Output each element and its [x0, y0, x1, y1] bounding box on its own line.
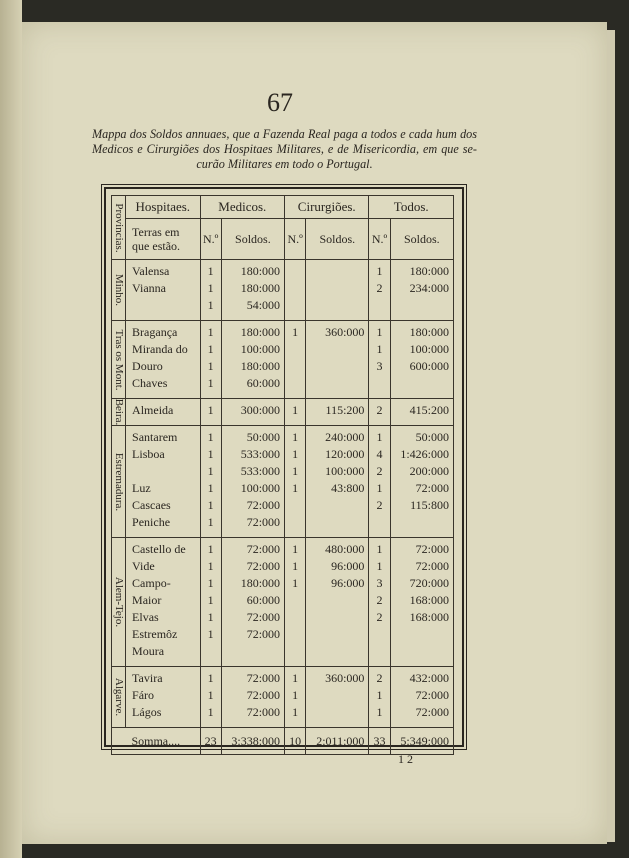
somma-todos-numero: 33	[369, 728, 390, 755]
header-medicos-numero: N.º	[200, 219, 221, 260]
cirurgioes-soldos-value: 96:000	[331, 576, 365, 590]
medicos-numero-value: 1	[207, 342, 214, 356]
medicos-numero-value: 1	[207, 705, 214, 719]
medicos-numero-value: 1	[207, 688, 214, 702]
medicos-numero-value: 1	[207, 376, 214, 390]
cirurgioes-soldos-value: 120:000	[325, 447, 365, 461]
medicos-soldos-value: 533:000	[240, 447, 281, 461]
cirurgioes-soldos-value: 480:000	[325, 542, 365, 556]
medicos-soldos	[221, 667, 284, 728]
todos-numero-value: 1	[376, 688, 383, 702]
medicos-numero-value: 1	[207, 498, 214, 512]
medicos-soldos-value: 100:000	[240, 481, 281, 495]
todos-numero-value: 2	[376, 671, 383, 685]
todos-numero-value: 1	[376, 342, 383, 356]
cirurgioes-numero	[285, 399, 306, 426]
header-medicos-soldos: Soldos.	[221, 219, 284, 260]
province-name: Beira.	[112, 398, 125, 426]
todos-numero-value: 3	[376, 576, 383, 590]
cirurgioes-numero	[285, 426, 306, 538]
medicos-soldos-value: 100:000	[240, 342, 281, 356]
todos-numero-value: 2	[376, 498, 383, 512]
todos-numero	[369, 399, 390, 426]
medicos-numero-value: 1	[207, 610, 214, 624]
todos-soldos	[390, 426, 453, 538]
cirurgioes-numero-value: 1	[292, 430, 299, 444]
medicos-numero-value: 1	[207, 627, 214, 641]
header-todos-soldos: Soldos.	[390, 219, 453, 260]
header-todos: Todos.	[369, 196, 454, 219]
somma-cirurgioes-soldos: 2:011:000	[306, 728, 369, 755]
todos-soldos-value: 168:000	[409, 593, 449, 607]
hospital-names-value: Chaves	[132, 376, 168, 390]
todos-numero	[369, 426, 390, 538]
medicos-soldos-value: 180:000	[240, 576, 281, 590]
medicos-soldos-value: 72:000	[246, 705, 281, 719]
header-terras: Terras em que estão.	[126, 219, 201, 260]
cirurgioes-numero-value: 1	[292, 705, 299, 719]
cirurgioes-soldos	[306, 538, 369, 667]
header-cirurgioes-numero: N.º	[285, 219, 306, 260]
somma-medicos-numero: 23	[200, 728, 221, 755]
somma-label: Somma....	[112, 728, 201, 755]
cirurgioes-numero-value: 1	[292, 464, 299, 478]
todos-soldos	[390, 538, 453, 667]
cirurgioes-numero-value: 1	[292, 325, 299, 339]
hospital-names-value: Bragança	[132, 325, 178, 339]
medicos-soldos	[221, 321, 284, 399]
hospital-names	[126, 667, 201, 728]
todos-numero-value: 1	[376, 542, 383, 556]
province-row	[112, 399, 454, 426]
medicos-numero-value: 1	[207, 298, 214, 312]
todos-numero-value: 2	[376, 610, 383, 624]
province-name: Tras os Mont.	[112, 321, 126, 399]
medicos-soldos-value: 72:000	[246, 627, 281, 641]
hospital-names-value: Valensa	[132, 264, 170, 278]
medicos-soldos-value: 60:000	[246, 376, 281, 390]
todos-numero-value: 1	[376, 264, 383, 278]
todos-soldos-value: 600:000	[409, 359, 449, 373]
hospital-names-value: Estremôz	[132, 627, 178, 641]
medicos-soldos-value: 72:000	[246, 498, 281, 512]
header-medicos: Medicos.	[200, 196, 285, 219]
hospital-names-value: Miranda do	[132, 342, 188, 356]
cirurgioes-soldos	[306, 667, 369, 728]
hospital-names-value: Almeida	[132, 403, 174, 417]
cirurgioes-soldos-value: 100:000	[325, 464, 365, 478]
province-row	[112, 260, 454, 321]
medicos-numero-value: 1	[207, 542, 214, 556]
cirurgioes-numero	[285, 667, 306, 728]
header-todos-numero: N.º	[369, 219, 390, 260]
todos-numero-value: 1	[376, 325, 383, 339]
province-name: Estremadura.	[112, 426, 126, 538]
hospital-names-value: Campo-	[132, 576, 171, 590]
medicos-soldos	[221, 538, 284, 667]
medicos-soldos-value: 72:000	[246, 559, 281, 573]
page-edge	[607, 30, 615, 842]
cirurgioes-numero	[285, 260, 306, 321]
medicos-numero	[200, 399, 221, 426]
signature-mark: 1 2	[398, 752, 413, 766]
medicos-numero	[200, 260, 221, 321]
medicos-numero-value: 1	[207, 403, 214, 417]
hospital-names-value: Fáro	[132, 688, 155, 702]
todos-soldos-value: 168:000	[409, 610, 449, 624]
todos-numero	[369, 260, 390, 321]
todos-soldos-value: 72:000	[415, 542, 449, 556]
hospital-names	[126, 426, 201, 538]
todos-soldos	[390, 260, 453, 321]
medicos-soldos	[221, 260, 284, 321]
medicos-numero-value: 1	[207, 515, 214, 529]
medicos-soldos-value: 180:000	[240, 359, 281, 373]
todos-numero-value: 3	[376, 359, 383, 373]
table-title: Mappa dos Soldos annuaes, que a Fazenda Real paga a todos e cada hum dos Medicos e Cirurgiões dos Hospitaes Militares, e de Misericordia, em que se-curão Militares em todo o Portugal.	[92, 127, 477, 171]
todos-soldos-value: 72:000	[415, 559, 449, 573]
cirurgioes-soldos-value: 115:200	[325, 403, 365, 417]
todos-soldos-value: 180:000	[409, 325, 449, 339]
todos-numero-value: 1	[376, 481, 383, 495]
medicos-soldos-value: 54:000	[246, 298, 281, 312]
todos-numero-value: 1	[376, 559, 383, 573]
medicos-soldos	[221, 399, 284, 426]
todos-soldos-value: 50:000	[415, 430, 449, 444]
somma-row	[112, 728, 454, 755]
cirurgioes-numero-value: 1	[292, 671, 299, 685]
todos-soldos-value: 720:000	[409, 576, 449, 590]
province-name: Alem-Tejo.	[112, 538, 126, 667]
todos-soldos-value: 200:000	[409, 464, 449, 478]
cirurgioes-soldos	[306, 399, 369, 426]
medicos-soldos-value: 72:000	[246, 515, 281, 529]
todos-numero-value: 4	[376, 447, 383, 461]
medicos-soldos-value: 72:000	[246, 542, 281, 556]
hospital-names-value: Maior	[132, 593, 162, 607]
todos-soldos-value: 415:200	[409, 403, 449, 417]
medicos-numero	[200, 538, 221, 667]
medicos-soldos-value: 533:000	[240, 464, 281, 478]
medicos-numero	[200, 667, 221, 728]
header-hospitaes: Hospitaes.	[126, 196, 201, 219]
medicos-soldos-value: 180:000	[240, 281, 281, 295]
medicos-numero-value: 1	[207, 576, 214, 590]
medicos-numero	[200, 426, 221, 538]
medicos-numero-value: 1	[207, 359, 214, 373]
book-spine	[0, 0, 22, 858]
todos-numero-value: 2	[376, 593, 383, 607]
cirurgioes-soldos-value: 360:000	[325, 671, 365, 685]
todos-soldos-value: 180:000	[409, 264, 449, 278]
todos-soldos-value: 72:000	[415, 705, 449, 719]
province-row	[112, 321, 454, 399]
medicos-soldos	[221, 426, 284, 538]
todos-soldos-value: 234:000	[409, 281, 449, 295]
medicos-numero-value: 1	[207, 447, 214, 461]
cirurgioes-soldos	[306, 321, 369, 399]
medicos-numero-value: 1	[207, 281, 214, 295]
hospital-names-value: Elvas	[132, 610, 159, 624]
cirurgioes-numero-value: 1	[292, 403, 299, 417]
hospital-names	[126, 260, 201, 321]
cirurgioes-soldos	[306, 260, 369, 321]
cirurgioes-numero-value: 1	[292, 481, 299, 495]
cirurgioes-numero-value: 1	[292, 576, 299, 590]
hospital-names-value: Tavira	[132, 671, 163, 685]
todos-soldos-value: 432:000	[409, 671, 449, 685]
header-cirurgioes: Cirurgiões.	[285, 196, 369, 219]
medicos-soldos-value: 72:000	[246, 671, 281, 685]
todos-soldos	[390, 321, 453, 399]
medicos-soldos-value: 72:000	[246, 688, 281, 702]
medicos-numero-value: 1	[207, 430, 214, 444]
hospital-names-value: Luz	[132, 481, 151, 495]
hospital-names-value: Castello de	[132, 542, 186, 556]
todos-soldos-value: 100:000	[409, 342, 449, 356]
cirurgioes-numero-value: 1	[292, 542, 299, 556]
cirurgioes-soldos-value: 240:000	[325, 430, 365, 444]
hospital-names-value: Douro	[132, 359, 163, 373]
medicos-soldos-value: 180:000	[240, 325, 281, 339]
hospital-names-value: Santarem	[132, 430, 178, 444]
province-row	[112, 667, 454, 728]
hospital-names-value: Vide	[132, 559, 155, 573]
todos-numero-value: 2	[376, 281, 383, 295]
todos-soldos-value: 72:000	[415, 688, 449, 702]
todos-soldos-value: 115:800	[410, 498, 449, 512]
province-name: Algarve.	[112, 667, 126, 728]
medicos-numero-value: 1	[207, 325, 214, 339]
province-row	[112, 538, 454, 667]
medicos-numero-value: 1	[207, 464, 214, 478]
hospital-names	[126, 321, 201, 399]
hospital-names-value	[132, 463, 200, 480]
province-name: Minho.	[112, 260, 126, 321]
hospital-names-value: Lágos	[132, 705, 162, 719]
hospital-names-value: Moura	[132, 644, 165, 658]
province-row	[112, 426, 454, 538]
cirurgioes-numero	[285, 538, 306, 667]
todos-numero-value: 1	[376, 705, 383, 719]
medicos-numero-value: 1	[207, 559, 214, 573]
cirurgioes-soldos-value: 43:800	[331, 481, 365, 495]
soldos-table	[111, 195, 454, 755]
medicos-numero-value: 1	[207, 593, 214, 607]
cirurgioes-soldos	[306, 426, 369, 538]
todos-numero	[369, 667, 390, 728]
todos-soldos	[390, 667, 453, 728]
cirurgioes-numero-value: 1	[292, 447, 299, 461]
somma-todos-soldos: 5:349:000	[390, 728, 453, 755]
somma-cirurgioes-numero: 10	[285, 728, 306, 755]
todos-numero-value: 1	[376, 430, 383, 444]
medicos-soldos-value: 60:000	[246, 593, 281, 607]
hospital-names-value: Lisboa	[132, 447, 165, 461]
medicos-numero-value: 1	[207, 481, 214, 495]
todos-numero-value: 2	[376, 464, 383, 478]
cirurgioes-numero	[285, 321, 306, 399]
cirurgioes-soldos-value: 360:000	[325, 325, 365, 339]
todos-soldos	[390, 399, 453, 426]
header-provincias: Provincias.	[112, 196, 126, 260]
todos-soldos-value: 72:000	[415, 481, 449, 495]
header-cirurgioes-soldos: Soldos.	[306, 219, 369, 260]
medicos-soldos-value: 72:000	[246, 610, 281, 624]
medicos-numero-value: 1	[207, 264, 214, 278]
medicos-numero	[200, 321, 221, 399]
medicos-soldos-value: 50:000	[246, 430, 281, 444]
hospital-names-value: Peniche	[132, 515, 171, 529]
hospital-names	[126, 399, 201, 426]
todos-soldos-value: 1:426:000	[400, 447, 449, 461]
hospital-names-value: Vianna	[132, 281, 166, 295]
todos-numero	[369, 538, 390, 667]
hospital-names-value: Cascaes	[132, 498, 171, 512]
medicos-numero-value: 1	[207, 671, 214, 685]
hospital-names	[126, 538, 201, 667]
cirurgioes-numero-value: 1	[292, 559, 299, 573]
todos-numero-value: 2	[376, 403, 383, 417]
cirurgioes-numero-value: 1	[292, 688, 299, 702]
page-number: 67	[267, 88, 293, 117]
somma-medicos-soldos: 3:338:000	[221, 728, 284, 755]
medicos-soldos-value: 180:000	[240, 264, 281, 278]
todos-numero	[369, 321, 390, 399]
cirurgioes-soldos-value: 96:000	[331, 559, 365, 573]
medicos-soldos-value: 300:000	[240, 403, 281, 417]
